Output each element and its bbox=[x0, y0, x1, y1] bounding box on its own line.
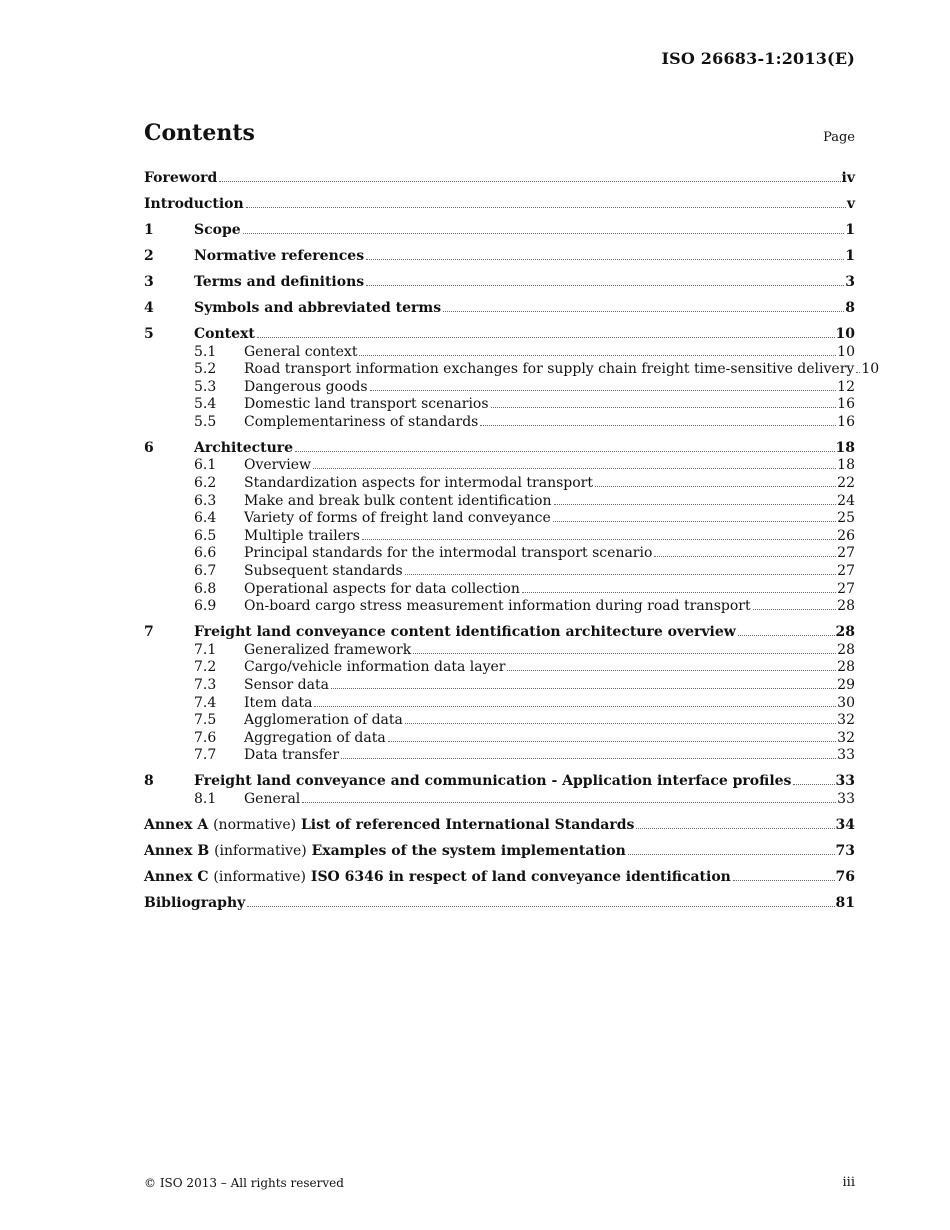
dot-leader bbox=[491, 406, 837, 408]
entry-title: Foreword bbox=[144, 170, 218, 186]
dot-leader bbox=[243, 232, 845, 234]
dot-leader bbox=[507, 669, 836, 671]
subsection-number: 5.5 bbox=[194, 413, 217, 430]
subsection-number: 7.5 bbox=[194, 712, 217, 729]
toc-subentry[interactable] bbox=[144, 730, 855, 748]
toc-entry[interactable] bbox=[144, 248, 855, 266]
annex-title: ISO 6346 in respect of land conveyance identification bbox=[310, 868, 731, 885]
subentry-title: Road transport information exchanges for supply chain freight time-sensitive delivery bbox=[244, 361, 855, 378]
annex-label: Annex C bbox=[144, 868, 209, 885]
dot-leader bbox=[341, 757, 836, 759]
section-number: 1 bbox=[144, 221, 154, 238]
subentry-page: 29 bbox=[837, 676, 855, 693]
subsection-number: 7.1 bbox=[194, 641, 217, 658]
toc-subentry[interactable] bbox=[144, 414, 855, 432]
subentry-title: Make and break bulk content identification bbox=[244, 492, 552, 509]
table-of-contents bbox=[144, 170, 880, 912]
toc-subentry[interactable] bbox=[144, 642, 855, 660]
subsection-number: 7.7 bbox=[194, 747, 217, 764]
subentry-title: On-board cargo stress measurement information during road transport bbox=[244, 598, 751, 615]
toc-entry[interactable] bbox=[144, 843, 855, 861]
dot-leader bbox=[793, 783, 834, 785]
subsection-number: 6.3 bbox=[194, 492, 217, 509]
subentry-page: 12 bbox=[837, 378, 855, 395]
subentry-title: Multiple trailers bbox=[244, 527, 360, 544]
subentry-page: 10 bbox=[837, 343, 855, 360]
subsection-number: 6.4 bbox=[194, 510, 217, 527]
toc-entry[interactable] bbox=[144, 326, 855, 344]
toc-subentry[interactable] bbox=[144, 344, 855, 362]
subentry-title: Generalized framework bbox=[244, 641, 412, 658]
dot-leader bbox=[370, 389, 837, 391]
toc-subentry[interactable] bbox=[144, 747, 855, 765]
subsection-number: 7.4 bbox=[194, 694, 217, 711]
toc-subentry[interactable] bbox=[144, 545, 855, 563]
annex-title: Examples of the system implementation bbox=[311, 842, 626, 859]
entry-page: v bbox=[846, 195, 855, 212]
subentry-page: 27 bbox=[837, 580, 855, 597]
toc-subentry[interactable] bbox=[144, 361, 880, 379]
subentry-title: General context bbox=[244, 343, 358, 360]
entry-page: 81 bbox=[835, 894, 855, 911]
subentry-title: Sensor data bbox=[244, 676, 329, 693]
toc-entry[interactable] bbox=[144, 869, 855, 887]
dot-leader bbox=[628, 853, 835, 855]
subentry-page: 10 bbox=[861, 361, 880, 378]
toc-subentry[interactable] bbox=[144, 379, 855, 397]
toc-entry[interactable] bbox=[144, 817, 855, 835]
subentry-title: Variety of forms of freight land conveyance bbox=[244, 510, 551, 527]
toc-entry[interactable] bbox=[144, 222, 855, 240]
subentry-title: Aggregation of data bbox=[244, 729, 386, 746]
entry-title: Bibliography bbox=[144, 894, 246, 911]
subsection-number: 6.1 bbox=[194, 457, 217, 474]
annex-label: Annex B bbox=[144, 842, 210, 859]
dot-leader bbox=[359, 354, 836, 356]
subsection-number: 5.4 bbox=[194, 396, 217, 413]
subentry-page: 28 bbox=[837, 659, 855, 676]
subsection-number: 5.1 bbox=[194, 343, 217, 360]
dot-leader bbox=[636, 827, 834, 829]
entry-page: 34 bbox=[835, 816, 855, 833]
subsection-number: 6.9 bbox=[194, 598, 217, 615]
subentry-title: Overview bbox=[244, 457, 312, 474]
toc-entry[interactable] bbox=[144, 300, 855, 318]
entry-title bbox=[144, 817, 634, 835]
dot-leader bbox=[443, 310, 844, 312]
toc-subentry[interactable] bbox=[144, 659, 855, 677]
toc-subentry[interactable] bbox=[144, 563, 855, 581]
dot-leader bbox=[753, 608, 837, 610]
dot-leader bbox=[405, 722, 836, 724]
entry-page: 10 bbox=[835, 325, 855, 342]
subentry-title: Principal standards for the intermodal transport scenario bbox=[244, 545, 653, 562]
dot-leader bbox=[554, 503, 837, 505]
subentry-page: 18 bbox=[837, 457, 855, 474]
subsection-number: 5.2 bbox=[194, 361, 217, 378]
subentry-page: 33 bbox=[837, 747, 855, 764]
subsection-number: 7.2 bbox=[194, 659, 217, 676]
subentry-page: 28 bbox=[837, 598, 855, 615]
entry-title bbox=[144, 843, 626, 861]
dot-leader bbox=[595, 485, 836, 487]
section-number: 6 bbox=[144, 439, 154, 456]
subentry-page: 33 bbox=[837, 790, 855, 807]
subentry-title: Item data bbox=[244, 694, 313, 711]
dot-leader bbox=[553, 520, 836, 522]
annex-kind: (informative) bbox=[214, 842, 307, 859]
annex-label: Annex A bbox=[144, 816, 209, 833]
dot-leader bbox=[366, 258, 844, 260]
entry-title: Architecture bbox=[194, 439, 294, 456]
subsection-number: 8.1 bbox=[194, 790, 217, 807]
subsection-number: 7.6 bbox=[194, 729, 217, 746]
subentry-page: 28 bbox=[837, 641, 855, 658]
entry-page: 8 bbox=[845, 299, 855, 316]
dot-leader bbox=[405, 573, 836, 575]
dot-leader bbox=[738, 634, 835, 636]
toc-subentry[interactable] bbox=[144, 677, 855, 695]
entry-title: Freight land conveyance content identification architecture overview bbox=[194, 624, 736, 641]
entry-title: Symbols and abbreviated terms bbox=[194, 299, 442, 316]
dot-leader bbox=[480, 424, 836, 426]
annex-kind: (normative) bbox=[213, 816, 297, 833]
dot-leader bbox=[247, 905, 834, 907]
entry-title: Introduction bbox=[144, 195, 244, 212]
subentry-page: 22 bbox=[837, 475, 855, 492]
toc-subentry[interactable] bbox=[144, 598, 855, 616]
subentry-title: Subsequent standards bbox=[244, 563, 403, 580]
subentry-title: General bbox=[244, 790, 301, 807]
subentry-title: Complementariness of standards bbox=[244, 413, 479, 430]
entry-title: Freight land conveyance and communication - Application interface profiles bbox=[194, 773, 792, 790]
subentry-title: Standardization aspects for intermodal transport bbox=[244, 475, 593, 492]
section-number: 3 bbox=[144, 273, 154, 290]
entry-page: 28 bbox=[835, 624, 855, 641]
section-number: 2 bbox=[144, 247, 154, 264]
entry-title bbox=[144, 869, 731, 887]
page-number: iii bbox=[842, 1175, 855, 1190]
subentry-page: 16 bbox=[837, 396, 855, 413]
subentry-title: Data transfer bbox=[244, 747, 340, 764]
subentry-page: 25 bbox=[837, 510, 855, 527]
entry-page: 73 bbox=[835, 842, 855, 859]
subentry-title: Domestic land transport scenarios bbox=[244, 396, 489, 413]
dot-leader bbox=[314, 705, 836, 707]
subentry-title: Cargo/vehicle information data layer bbox=[244, 659, 506, 676]
subentry-page: 26 bbox=[837, 527, 855, 544]
dot-leader bbox=[522, 591, 836, 593]
entry-title: Scope bbox=[194, 221, 241, 238]
toc-entry[interactable] bbox=[144, 895, 855, 913]
dot-leader bbox=[362, 538, 836, 540]
subsection-number: 7.3 bbox=[194, 676, 217, 693]
dot-leader bbox=[654, 555, 836, 557]
entry-title: Terms and definitions bbox=[194, 273, 365, 290]
subsection-number: 6.8 bbox=[194, 580, 217, 597]
annex-kind: (informative) bbox=[213, 868, 307, 885]
toc-subentry[interactable] bbox=[144, 475, 855, 493]
toc-subentry[interactable] bbox=[144, 510, 855, 528]
dot-leader bbox=[733, 879, 835, 881]
toc-entry[interactable] bbox=[144, 196, 855, 214]
toc-entry[interactable] bbox=[144, 773, 855, 791]
section-number: 5 bbox=[144, 325, 154, 342]
entry-page: 33 bbox=[835, 773, 855, 790]
dot-leader bbox=[413, 652, 836, 654]
entry-page: 3 bbox=[845, 273, 855, 290]
entry-page: iv bbox=[841, 170, 855, 186]
entry-title: Normative references bbox=[194, 247, 365, 264]
copyright-notice: © ISO 2013 – All rights reserved bbox=[144, 1176, 344, 1190]
dot-leader bbox=[388, 740, 837, 742]
entry-title: Context bbox=[194, 325, 255, 342]
subsection-number: 5.3 bbox=[194, 378, 217, 395]
subsection-number: 6.5 bbox=[194, 527, 217, 544]
entry-page: 76 bbox=[835, 868, 855, 885]
toc-subentry[interactable] bbox=[144, 493, 855, 511]
annex-title: List of referenced International Standards bbox=[300, 816, 635, 833]
subsection-number: 6.2 bbox=[194, 475, 217, 492]
subentry-page: 30 bbox=[837, 694, 855, 711]
subentry-page: 27 bbox=[837, 545, 855, 562]
dot-leader bbox=[257, 336, 835, 338]
entry-page: 1 bbox=[845, 221, 855, 238]
subentry-page: 32 bbox=[837, 729, 855, 746]
dot-leader bbox=[856, 371, 860, 373]
toc-subentry[interactable] bbox=[144, 528, 855, 546]
toc-subentry[interactable] bbox=[144, 712, 855, 730]
section-number: 7 bbox=[144, 624, 154, 641]
entry-page: 18 bbox=[835, 439, 855, 456]
section-number: 8 bbox=[144, 773, 154, 790]
subentry-title: Dangerous goods bbox=[244, 378, 368, 395]
entry-page: 1 bbox=[845, 247, 855, 264]
dot-leader bbox=[313, 467, 836, 469]
section-number: 4 bbox=[144, 299, 154, 316]
dot-leader bbox=[302, 801, 836, 803]
subentry-title: Operational aspects for data collection bbox=[244, 580, 520, 597]
dot-leader bbox=[246, 206, 846, 208]
subentry-page: 24 bbox=[837, 492, 855, 509]
toc-entry[interactable] bbox=[144, 440, 855, 458]
toc-subentry[interactable] bbox=[144, 791, 855, 809]
dot-leader bbox=[219, 180, 840, 182]
subentry-page: 27 bbox=[837, 563, 855, 580]
subsection-number: 6.6 bbox=[194, 545, 217, 562]
subentry-page: 16 bbox=[837, 413, 855, 430]
page-column-label: Page bbox=[823, 130, 855, 145]
toc-subentry[interactable] bbox=[144, 396, 855, 414]
contents-heading: Contents bbox=[144, 120, 255, 146]
toc-entry[interactable] bbox=[144, 624, 855, 642]
subentry-page: 32 bbox=[837, 712, 855, 729]
toc-subentry[interactable] bbox=[144, 695, 855, 713]
dot-leader bbox=[331, 687, 836, 689]
subsection-number: 6.7 bbox=[194, 563, 217, 580]
dot-leader bbox=[295, 450, 834, 452]
toc-subentry[interactable] bbox=[144, 457, 855, 475]
toc-entry[interactable] bbox=[144, 274, 855, 292]
toc-entry[interactable] bbox=[144, 170, 855, 188]
document-id: ISO 26683-1:2013(E) bbox=[661, 49, 855, 68]
toc-subentry[interactable] bbox=[144, 581, 855, 599]
dot-leader bbox=[366, 284, 844, 286]
subentry-title: Agglomeration of data bbox=[244, 712, 403, 729]
